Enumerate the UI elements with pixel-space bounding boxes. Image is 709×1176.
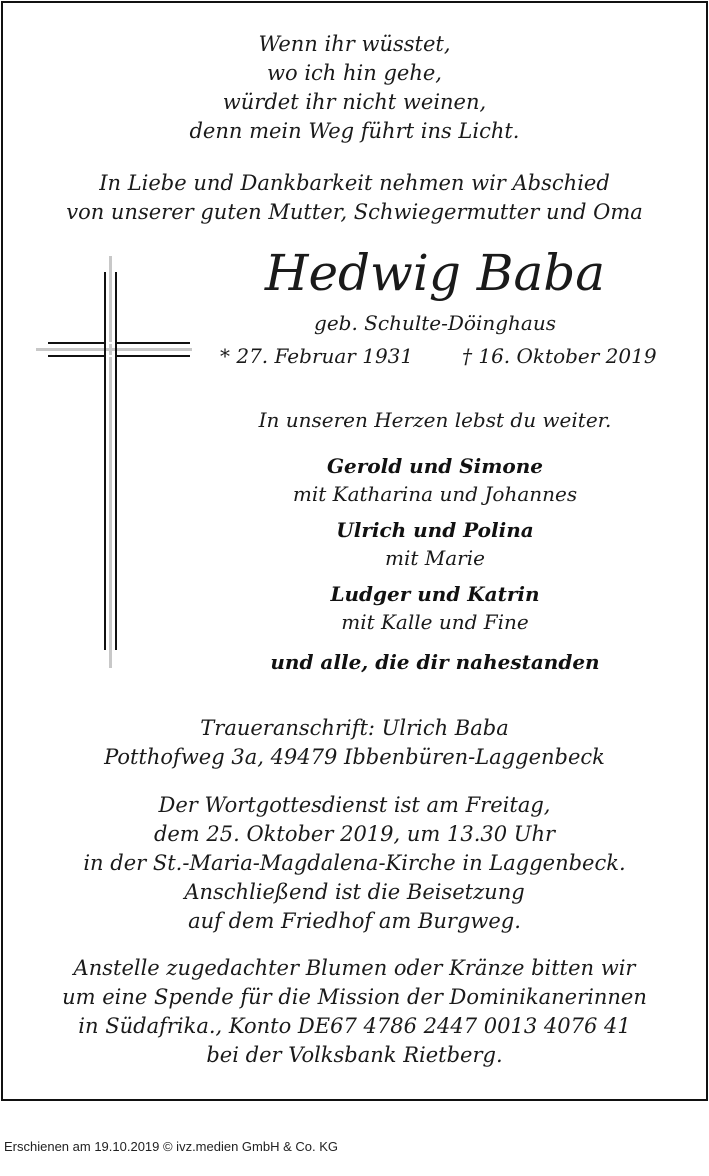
family-group bbox=[220, 452, 650, 508]
birth-date: * 27. Februar 1931 bbox=[220, 344, 414, 368]
service-line: auf dem Friedhof am Burgweg. bbox=[188, 909, 521, 933]
mourning-address bbox=[0, 714, 709, 772]
deceased-name: Hedwig Baba bbox=[264, 244, 606, 302]
poem-line: denn mein Weg führt ins Licht. bbox=[189, 119, 520, 143]
service-info bbox=[0, 791, 709, 936]
service-line: dem 25. Oktober 2019, um 13.30 Uhr bbox=[153, 822, 556, 846]
family-group bbox=[220, 580, 650, 636]
publication-footer: Erschienen am 19.10.2019 © ivz.medien GmbH & Co. KG bbox=[4, 1139, 339, 1154]
intro-line: In Liebe und Dankbarkeit nehmen wir Abschied bbox=[99, 171, 610, 195]
service-line: Anschließend ist die Beisetzung bbox=[184, 880, 525, 904]
intro-text bbox=[0, 169, 709, 227]
all-relatives: und alle, die dir nahestanden bbox=[270, 650, 600, 674]
donation-line: um eine Spende für die Mission der Dominikanerinnen bbox=[62, 985, 647, 1009]
motto: In unseren Herzen lebst du weiter. bbox=[258, 408, 612, 432]
family-names: Ludger und Katrin bbox=[330, 582, 540, 606]
family-names: Gerold und Simone bbox=[326, 454, 544, 478]
donation-line: Anstelle zugedachter Blumen oder Kränze bitten wir bbox=[73, 956, 636, 980]
cross-icon bbox=[36, 256, 192, 668]
birth-name: geb. Schulte-Döinghaus bbox=[314, 311, 556, 335]
death-date: † 16. Oktober 2019 bbox=[462, 344, 657, 368]
donation-line: in Südafrika., Konto DE67 4786 2447 0013 4076 41 bbox=[78, 1014, 631, 1038]
family-children: mit Kalle und Fine bbox=[341, 610, 529, 634]
family-list bbox=[220, 452, 650, 644]
poem bbox=[0, 30, 709, 146]
address-line: Potthofweg 3a, 49479 Ibbenbüren-Laggenbeck bbox=[104, 745, 605, 769]
service-line: in der St.-Maria-Magdalena-Kirche in Laggenbeck. bbox=[83, 851, 626, 875]
intro-line: von unserer guten Mutter, Schwiegermutter und Oma bbox=[66, 200, 643, 224]
poem-line: wo ich hin gehe, bbox=[267, 61, 442, 85]
family-names: Ulrich und Polina bbox=[336, 518, 534, 542]
family-children: mit Marie bbox=[385, 546, 485, 570]
service-line: Der Wortgottesdienst ist am Freitag, bbox=[158, 793, 551, 817]
poem-line: Wenn ihr wüsstet, bbox=[258, 32, 451, 56]
poem-line: würdet ihr nicht weinen, bbox=[222, 90, 487, 114]
family-children: mit Katharina und Johannes bbox=[292, 482, 578, 506]
family-group bbox=[220, 516, 650, 572]
donation-request bbox=[0, 954, 709, 1070]
address-line: Traueranschrift: Ulrich Baba bbox=[200, 716, 509, 740]
donation-line: bei der Volksbank Rietberg. bbox=[206, 1043, 503, 1067]
